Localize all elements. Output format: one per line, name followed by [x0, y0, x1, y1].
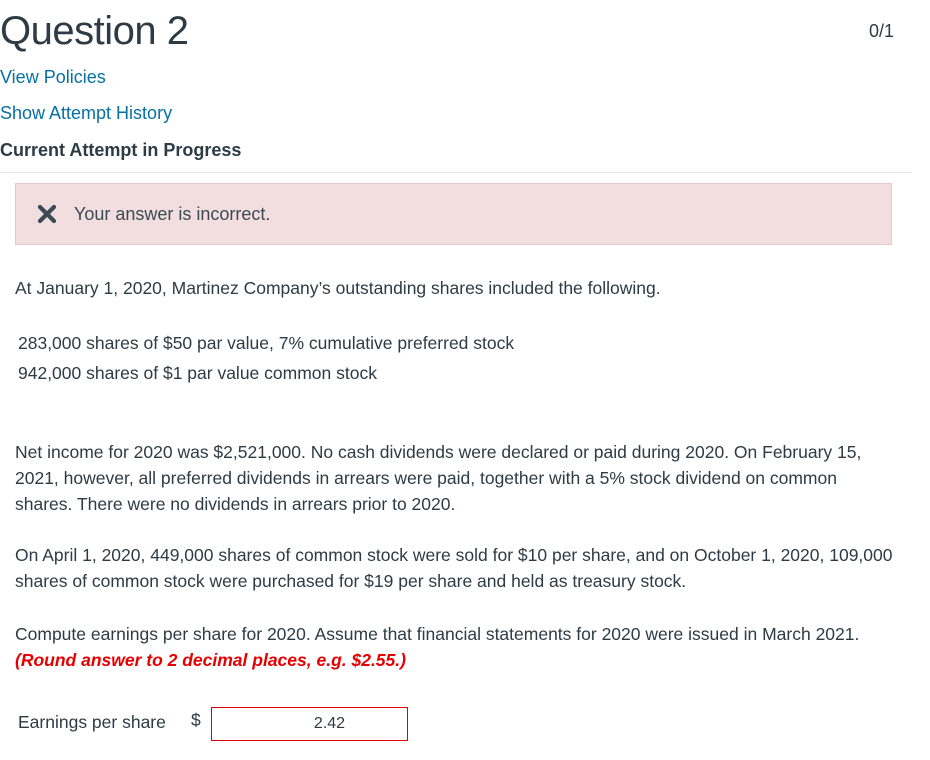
question-instructions: [15, 621, 895, 673]
question-paragraph-net-income: Net income for 2020 was $2,521,000. No cash dividends were declared or paid during 2020. On February 15, 2021, however, all preferred dividends in arrears were paid, together with a 5% stock dividend on common shares. There were no dividends in arrears prior to 2020.: [15, 442, 862, 514]
question-header: [0, 0, 912, 173]
incorrect-answer-alert: [15, 183, 892, 245]
view-policies-link[interactable]: View Policies: [0, 67, 106, 87]
question-score: 0/1: [868, 21, 894, 41]
show-attempt-history-link[interactable]: Show Attempt History: [0, 103, 173, 123]
alert-message: Your answer is incorrect.: [74, 204, 271, 224]
list-item: 283,000 shares of $50 par value, 7% cumulative preferred stock: [18, 333, 515, 353]
question-paragraph-stock-transactions: On April 1, 2020, 449,000 shares of common stock were sold for $10 per share, and on October 1, 2020, 109,000 shares of common stock were purchased for $19 per share and held as treasury stock.: [15, 545, 893, 591]
shares-list: [18, 328, 898, 388]
earnings-per-share-input[interactable]: [211, 707, 408, 741]
instruction-text: Compute earnings per share for 2020. Assume that financial statements for 2020 were issued in March 2021.: [15, 624, 860, 644]
answer-label: Earnings per share: [18, 712, 166, 732]
currency-symbol: $: [191, 710, 201, 730]
rounding-hint: (Round answer to 2 decimal places, e.g. $2.55.): [15, 650, 406, 670]
attempt-status: Current Attempt in Progress: [0, 140, 242, 160]
question-intro: At January 1, 2020, Martinez Company’s outstanding shares included the following.: [15, 278, 661, 298]
close-x-icon: [36, 203, 58, 225]
list-item: 942,000 shares of $1 par value common stock: [18, 363, 377, 383]
question-title: Question 2: [0, 9, 189, 53]
